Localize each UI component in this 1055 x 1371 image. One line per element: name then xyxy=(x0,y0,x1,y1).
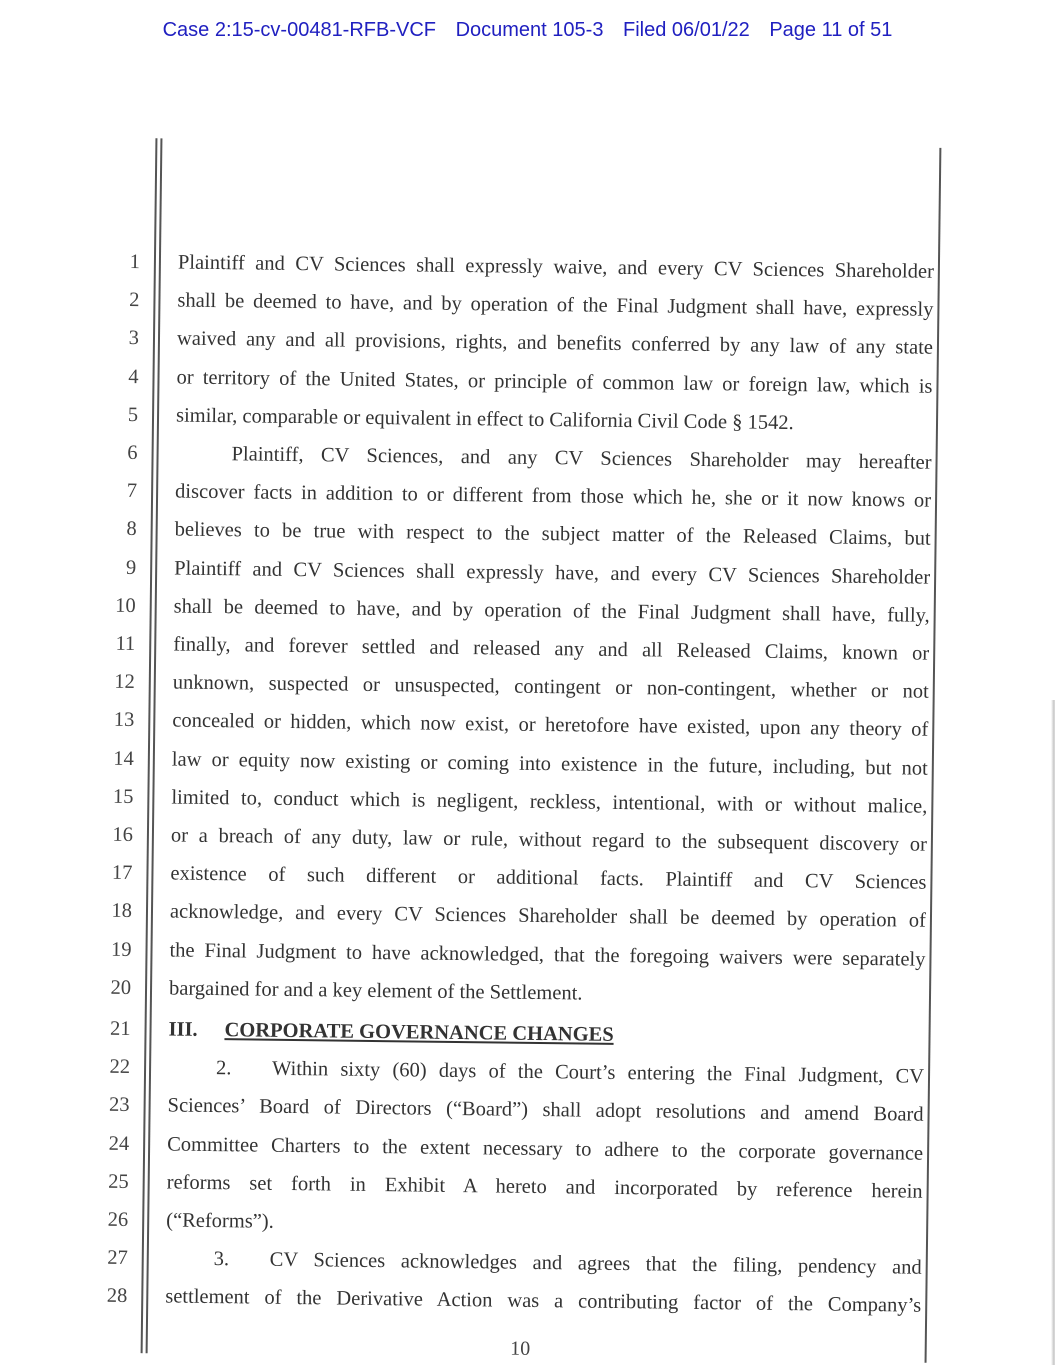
line-number: 27 xyxy=(107,1246,128,1270)
line-text: shall be deemed to have, and by operation of the Final Judgment shall have, fully, xyxy=(173,595,930,627)
line-text: shall be deemed to have, and by operation of the Final Judgment shall have, expressly xyxy=(177,289,934,321)
section-number: III. xyxy=(168,1018,198,1041)
line-number: 17 xyxy=(111,861,133,885)
section-title: CORPORATE GOVERNANCE CHANGES xyxy=(224,1019,614,1046)
page-number: 10 xyxy=(510,1337,531,1360)
filed-date: Filed 06/01/22 xyxy=(623,19,750,41)
line-text: bargained for and a key element of the Settlement. xyxy=(168,977,583,1005)
line-number: 18 xyxy=(111,900,133,923)
line-number: 11 xyxy=(115,632,136,656)
paragraph-first-line xyxy=(168,1057,924,1089)
line-text: existence of such different or additional facts. Plaintiff and CV Sciences xyxy=(170,862,927,894)
line-number: 10 xyxy=(115,594,136,617)
line-number: 6 xyxy=(127,441,138,465)
line-text: CV Sciences acknowledges and agrees that the filing, pendency and xyxy=(269,1248,922,1279)
line-text: Plaintiff and CV Sciences shall expressly waive, and every CV Sciences Shareholder xyxy=(177,251,935,283)
line-text: Committee Charters to the extent necessary to adhere to the corporate governance xyxy=(167,1133,924,1165)
line-number: 13 xyxy=(113,709,135,732)
line-text: Within sixty (60) days of the Court’s entering the Final Judgment, CV xyxy=(271,1057,925,1088)
line-text: or territory of the United States, or principle of common law or foreign law, which is xyxy=(176,366,933,398)
line-number: 1 xyxy=(129,250,141,274)
line-text: or a breach of any duty, law or rule, without regard to the subsequent discovery or xyxy=(170,824,928,856)
right-margin-rule xyxy=(925,148,941,1363)
line-text: limited to, conduct which is negligent, reckless, intentional, with or without malice, xyxy=(171,786,928,818)
line-number: 22 xyxy=(109,1055,131,1079)
line-number: 14 xyxy=(113,747,134,770)
line-text: acknowledge, and every CV Sciences Shareholder shall be deemed by operation of xyxy=(169,900,927,933)
document-number: Document 105-3 xyxy=(455,19,604,41)
line-number: 24 xyxy=(108,1132,130,1155)
line-text: the Final Judgment to have acknowledged, that the foregoing waivers were separately xyxy=(169,939,926,971)
line-number: 26 xyxy=(107,1208,129,1232)
line-text: unknown, suspected or unsuspected, contingent or non-contingent, whether or not xyxy=(172,671,929,703)
line-number: 9 xyxy=(125,556,137,579)
page-indicator: Page 11 of 51 xyxy=(769,19,893,41)
line-number: 21 xyxy=(109,1017,131,1041)
line-text: Sciences’ Board of Directors (“Board”) shall adopt resolutions and amend Board xyxy=(167,1094,924,1127)
line-text: settlement of the Derivative Action was a contributing factor of the Company’s xyxy=(165,1285,922,1318)
line-number: 28 xyxy=(106,1285,128,1308)
line-text: law or equity now existing or coming into existence in the future, including, but not xyxy=(171,748,928,780)
line-text: similar, comparable or equivalent in effect to California Civil Code § 1542. xyxy=(175,404,794,434)
line-number: 25 xyxy=(108,1170,129,1193)
line-number: 19 xyxy=(110,938,132,961)
paragraph-number: 3. xyxy=(213,1248,230,1271)
line-number: 5 xyxy=(127,403,139,426)
line-number: 3 xyxy=(128,327,140,350)
line-number: 7 xyxy=(126,480,138,503)
line-text: finally, and forever settled and released any and all Released Claims, known or xyxy=(173,633,930,665)
line-text: (“Reforms”). xyxy=(166,1209,274,1233)
line-text: discover facts in addition to or different from those which he, she or it now knows or xyxy=(174,480,932,512)
line-text: reforms set forth in Exhibit A hereto and incorporated by reference herein xyxy=(166,1171,923,1203)
line-text: believes to be true with respect to the subject matter of the Released Claims, but xyxy=(174,518,931,551)
case-number: Case 2:15-cv-00481-RFB-VCF xyxy=(162,19,437,41)
line-number: 16 xyxy=(112,823,134,847)
line-text: Plaintiff, CV Sciences, and any CV Sciences Shareholder may hereafter xyxy=(231,443,932,474)
line-number: 20 xyxy=(110,976,132,999)
line-text: concealed or hidden, which now exist, or heretofore have existed, upon any theory of xyxy=(172,709,929,742)
section-heading xyxy=(168,1018,924,1050)
line-text: waived any and all provisions, rights, and benefits conferred by any law of any state xyxy=(176,327,934,360)
line-text: Plaintiff and CV Sciences shall expressly have, and every CV Sciences Shareholder xyxy=(174,557,931,589)
line-number: 23 xyxy=(108,1094,130,1117)
line-number: 12 xyxy=(114,670,135,694)
scan-edge-shadow xyxy=(1051,700,1055,1365)
paragraph-first-line xyxy=(166,1248,922,1280)
line-number: 4 xyxy=(128,365,139,388)
line-number: 2 xyxy=(129,289,140,312)
line-number: 15 xyxy=(112,785,134,808)
paragraph-number: 2. xyxy=(215,1057,232,1080)
line-number: 8 xyxy=(126,518,137,541)
